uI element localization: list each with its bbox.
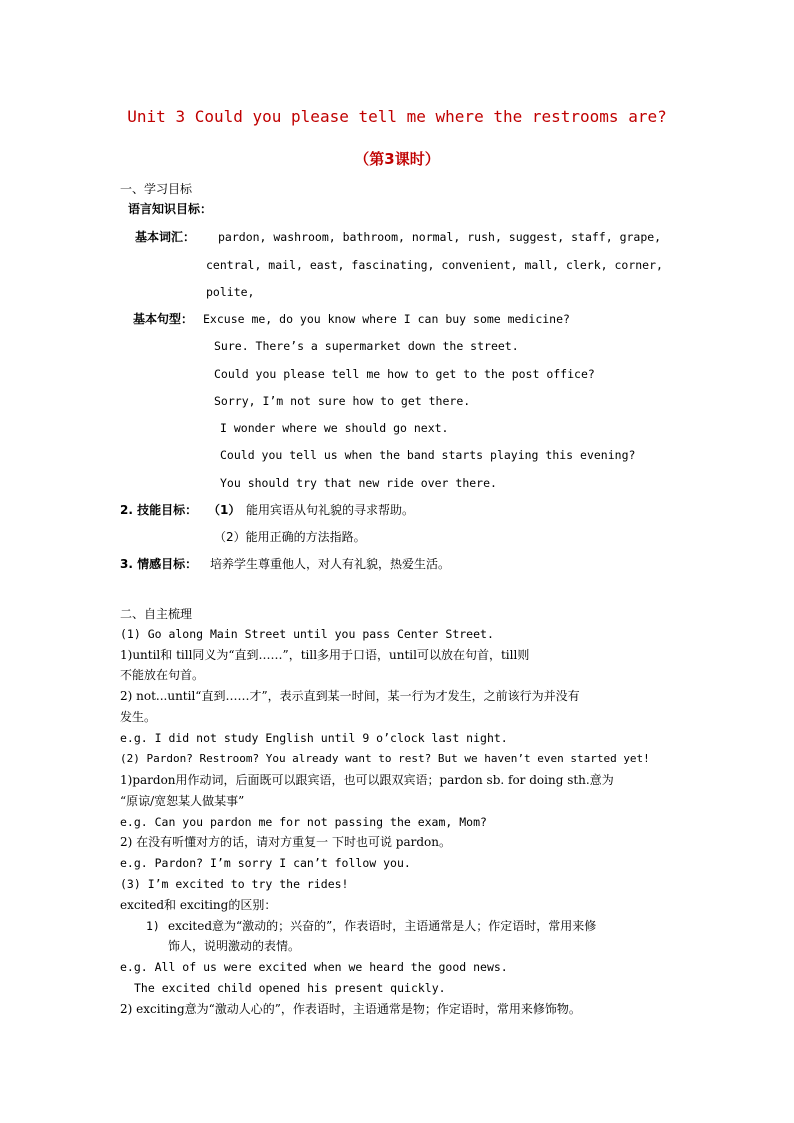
sentence-6: Could you tell us when the band starts playing this evening? — [220, 448, 636, 462]
sentence-1: Excuse me, do you know where I can buy some medicine? — [203, 312, 570, 326]
vocab-label: 基本词汇： — [135, 230, 196, 244]
point-3a-line-1: excited意为“激动的；兴奋的”，作表语时，主语通常是人；作定语时，常用来修 — [168, 919, 597, 933]
language-goal-label: 语言知识目标： — [128, 202, 213, 216]
sentence-5: I wonder where we should go next. — [220, 421, 449, 435]
point-1b-line-2: 发生。 — [120, 710, 157, 724]
point-2b: 2) 在没有听懂对方的话，请对方重复一 下时也可说 pardon。 — [120, 835, 451, 849]
vocab-line-2: central, mail, east, fascinating, convenient, mall, clerk, corner, — [206, 258, 663, 272]
point-1a-line-1: 1)until和 till同义为“直到……”，till多用于口语，until可以放在句首，till则 — [120, 648, 530, 662]
lesson-title: Unit 3 Could you please tell me where the restrooms are? — [127, 107, 667, 126]
skill-item-1-number: （1） — [208, 503, 241, 517]
point-2a-line-2: “原谅/宽恕某人做某事” — [120, 794, 245, 808]
point-3a-number: 1) — [146, 919, 160, 933]
point-3a-example-2: The excited child opened his present quickly. — [134, 981, 446, 995]
point-3a-example-1: e.g. All of us were excited when we heard the good news. — [120, 960, 508, 974]
point-3a-line-2: 饰人，说明激动的表情。 — [168, 939, 301, 953]
vocab-line-3: polite, — [206, 285, 255, 299]
emotion-goal-label: 3. 情感目标： — [120, 557, 198, 571]
lesson-subtitle: （第3课时） — [354, 150, 440, 168]
point-1: (1) Go along Main Street until you pass Center Street. — [120, 627, 494, 641]
point-2a-line-1: 1)pardon用作动词，后面既可以跟宾语，也可以跟双宾语；pardon sb. for doing sth.意为 — [120, 773, 614, 787]
point-1-example: e.g. I did not study English until 9 o’clock last night. — [120, 731, 508, 745]
sentence-7: You should try that new ride over there. — [220, 476, 497, 490]
point-2: (2) Pardon? Restroom? You already want to rest? But we haven’t even started yet! — [120, 752, 650, 765]
skill-item-2: （2）能用正确的方法指路。 — [214, 530, 366, 544]
section-heading-review: 二、自主梳理 — [120, 607, 193, 621]
skill-goal-label: 2. 技能目标： — [120, 503, 198, 517]
point-1a-line-2: 不能放在句首。 — [120, 668, 205, 682]
sentence-3: Could you please tell me how to get to the post office? — [214, 367, 595, 381]
point-2b-example: e.g. Pardon? I’m sorry I can’t follow you. — [120, 856, 411, 870]
point-2a-example: e.g. Can you pardon me for not passing the exam, Mom? — [120, 815, 487, 829]
emotion-goal-text: 培养学生尊重他人，对人有礼貌，热爱生活。 — [210, 557, 451, 571]
point-3: (3) I’m excited to try the rides! — [120, 877, 349, 891]
point-3-difference: excited和 exciting的区别： — [120, 898, 277, 912]
skill-item-1: 能用宾语从句礼貌的寻求帮助。 — [246, 503, 415, 517]
point-1b-line-1: 2) not...until“直到……才”，表示直到某一时间，某一行为才发生，之前该行为并没有 — [120, 689, 580, 703]
section-heading-goals: 一、学习目标 — [120, 182, 193, 196]
point-3b: 2) exciting意为“激动人心的”，作表语时，主语通常是物；作定语时，常用来修饰物。 — [120, 1002, 581, 1016]
sentence-label: 基本句型： — [133, 312, 194, 326]
vocab-line-1: pardon, washroom, bathroom, normal, rush, suggest, staff, grape, — [218, 230, 662, 244]
sentence-4: Sorry, I’m not sure how to get there. — [214, 394, 471, 408]
sentence-2: Sure. There’s a supermarket down the street. — [214, 339, 519, 353]
